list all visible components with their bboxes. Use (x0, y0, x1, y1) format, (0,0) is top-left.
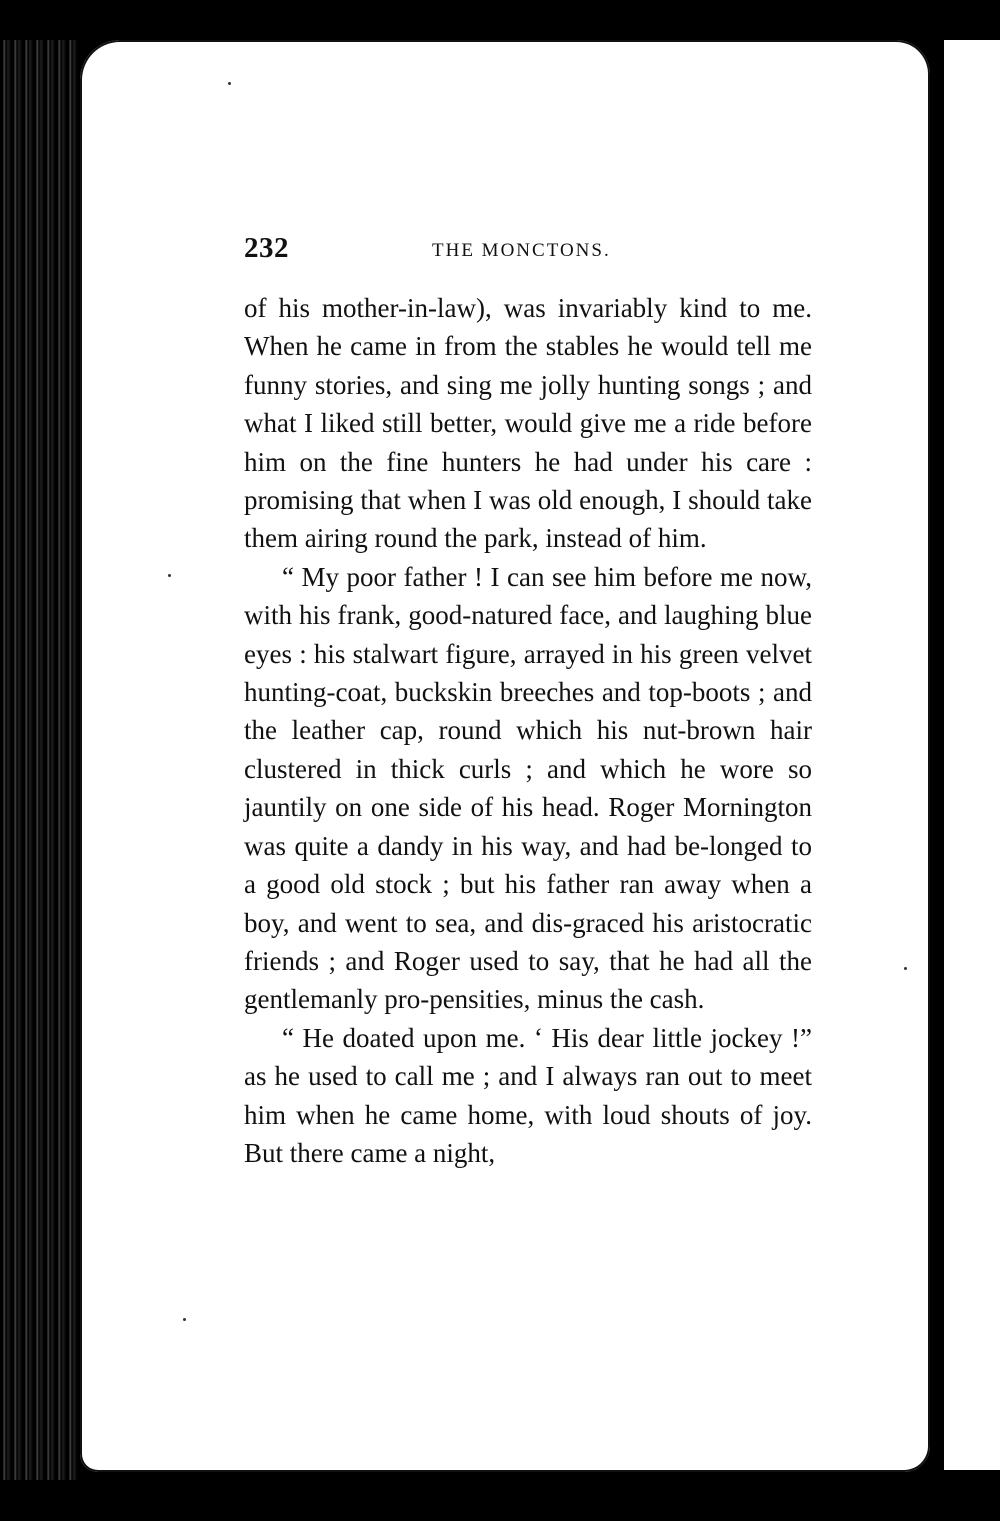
paragraph: “ He doated upon me. ‘ His dear little jockey !” as he used to call me ; and I always ran out to meet him when he came home, with loud shouts of joy. But there came a night, (244, 1022, 812, 1168)
paper-speck (904, 967, 907, 970)
paper-speck (228, 82, 231, 85)
paragraph: “ My poor father ! I can see him before me now, with his frank, good-natured face, and laughing blue eyes : his stalwart figure, arrayed in his green velvet hunting-coat, buckskin breeches and top-boots ; and the leather cap, round which his nut-brown hair clustered in thick curls ; and which he wore so jauntily on one side of his head. Roger Mornington was quite a dandy in his way, and had be-longed to a good old stock ; but his father ran away when a boy, and went to sea, and dis-graced his aristocratic friends ; and Roger used to say, that he had all the gentlemanly pro-pensities, minus the cash. (244, 561, 812, 1015)
running-title: THE MONCTONS. (432, 240, 611, 261)
paragraph: of his mother-in-law), was invariably kind to me. When he came in from the stables he would tell me funny stories, and sing me jolly hunting songs ; and what I liked still better, would give me a ride before him on the fine hunters he had under his care : promising that when I was old enough, I should take them airing round the park, instead of him. (244, 293, 812, 554)
paper-speck (168, 574, 171, 577)
body-text (244, 289, 812, 1172)
adjacent-page-edge (944, 40, 1000, 1470)
page-header (244, 232, 824, 266)
page-number: 232 (244, 232, 289, 264)
book-binding-gutter (0, 40, 80, 1480)
paper-speck (183, 1318, 186, 1321)
